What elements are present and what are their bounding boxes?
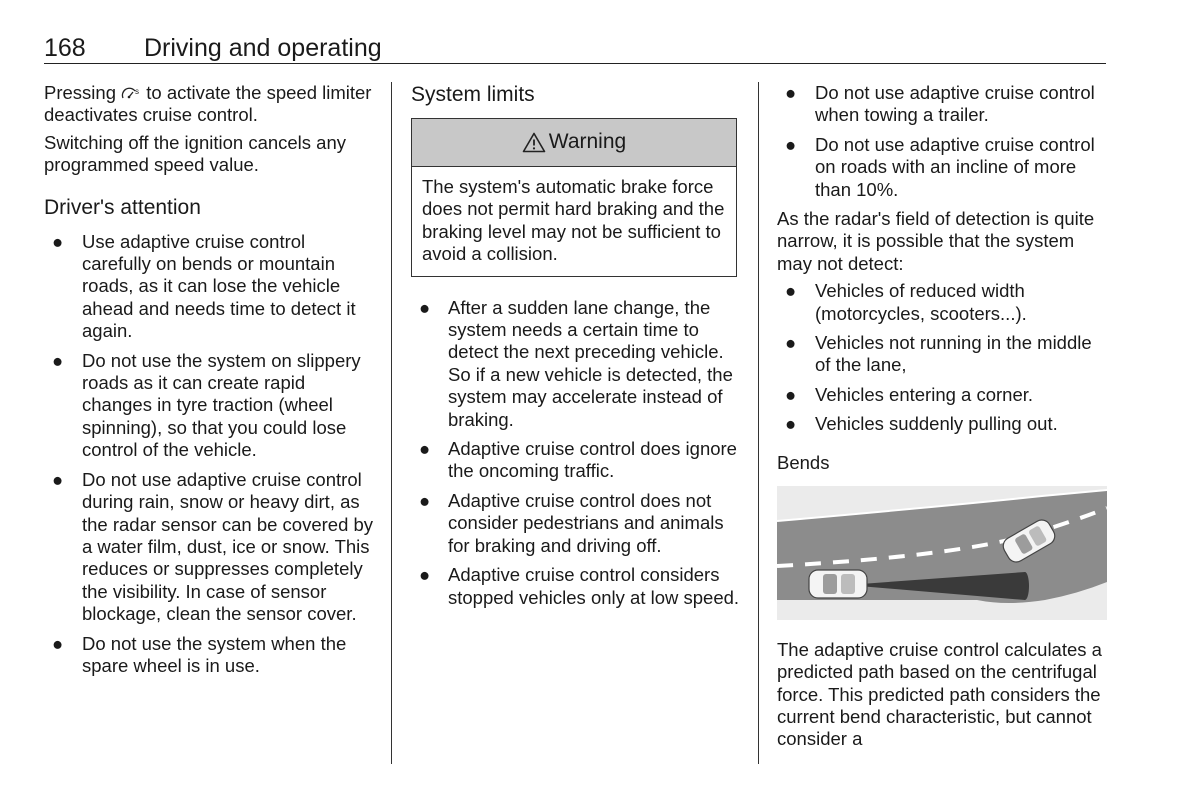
paragraph-ignition: Switching off the ignition cancels any programmed speed value. (44, 131, 347, 176)
column-3 (777, 82, 1107, 756)
heading-bends: Bends (777, 451, 830, 473)
list-item: ● Do not use the system on slippery roads as it can create rapid changes in tyre traction (wheel spinning), so that you could lose control of the vehicle. (52, 349, 361, 461)
paragraph-predicted-path: The adaptive cruise control calculates a predicted path based on the centrifugal force. This predicted path considers the current bend characteristic, but cannot consider a (777, 638, 1102, 750)
paragraph-speed-limiter: Pressing s to activate the speed limiter deactivates cruise control. (44, 82, 372, 126)
bullet-list-drivers-attention (44, 231, 378, 678)
bends-illustration (777, 486, 1107, 620)
list-item: ● After a sudden lane change, the system needs a certain time to detect the next preceding vehicle. So if a new vehicle is detected, the system may accelerate instead of braking. (419, 296, 733, 430)
column-2 (411, 82, 741, 616)
bullet-dot: ● (419, 564, 431, 586)
bullet-dot: ● (419, 489, 431, 511)
page-header (44, 33, 1106, 64)
list-item: ● Adaptive cruise control does not consider pedestrians and animals for braking and driving off. (419, 489, 724, 556)
bullet-dot: ● (52, 230, 64, 252)
list-item: ● Vehicles of reduced width (motorcycles, scooters...). (785, 280, 1027, 324)
svg-text:s: s (135, 87, 140, 96)
column-1 (44, 82, 378, 684)
list-item: ● Vehicles entering a corner. (785, 383, 1034, 405)
bullet-dot: ● (419, 296, 431, 318)
bullet-list-usage-restrictions (777, 82, 1107, 201)
heading-drivers-attention: Driver's attention (44, 195, 201, 219)
bullet-list-not-detected (777, 280, 1107, 435)
column-divider-1 (391, 82, 392, 764)
ego-car-icon (809, 570, 867, 598)
warning-title: Warning (548, 130, 627, 154)
list-item: ● Do not use adaptive cruise control during rain, snow or heavy dirt, as the radar sensor can be covered by a water film, dust, ice or snow. This reduces or suppresses completely the visibility. In case of sensor blockage, clean the sensor cover. (52, 468, 374, 625)
page-number: 168 (44, 34, 86, 62)
list-item: ● Do not use adaptive cruise control when towing a trailer. (785, 82, 1095, 126)
bullet-dot: ● (785, 82, 797, 103)
paragraph-radar-detection: As the radar's field of detection is quite narrow, it is possible that the system may not detect: (777, 208, 1095, 274)
bullet-dot: ● (419, 438, 431, 460)
speed-limiter-icon (121, 86, 141, 100)
bullet-dot: ● (785, 332, 797, 354)
bullet-dot: ● (785, 383, 797, 405)
list-item: ● Use adaptive cruise control carefully on bends or mountain roads, as it can lose the vehicle ahead and needs time to detect it again. (52, 230, 356, 342)
bullet-dot: ● (52, 349, 64, 371)
bullet-list-system-limits (411, 297, 741, 609)
warning-text: The system's automatic brake force does not permit hard braking and the braking level may not be sufficient to avoid a collision. (422, 176, 725, 265)
heading-system-limits: System limits (411, 83, 535, 106)
bullet-dot: ● (785, 413, 797, 435)
list-item: ● Do not use adaptive cruise control on roads with an incline of more than 10%. (785, 133, 1095, 200)
section-title: Driving and operating (144, 34, 382, 62)
warning-triangle-icon (522, 132, 546, 153)
list-item: ● Vehicles not running in the middle of the lane, (785, 332, 1092, 376)
list-item: ● Adaptive cruise control considers stopped vehicles only at low speed. (419, 564, 740, 608)
bullet-dot: ● (785, 280, 797, 302)
warning-box (411, 118, 737, 277)
bullet-dot: ● (52, 632, 64, 654)
list-item: ● Do not use the system when the spare wheel is in use. (52, 632, 347, 676)
warning-header (412, 119, 736, 167)
list-item: ● Adaptive cruise control does ignore the oncoming traffic. (419, 438, 737, 482)
bullet-dot: ● (785, 133, 797, 155)
bullet-dot: ● (52, 468, 64, 490)
column-divider-2 (758, 82, 759, 764)
list-item: ● Vehicles suddenly pulling out. (785, 413, 1058, 435)
